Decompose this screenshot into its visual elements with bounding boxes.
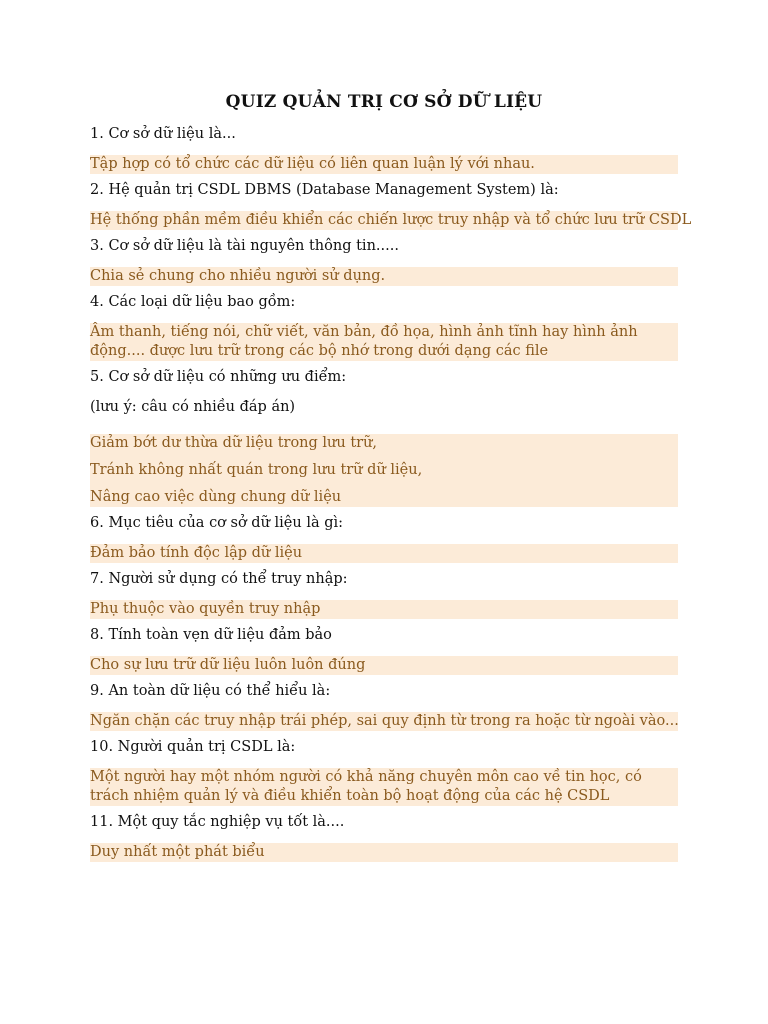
- question-2: [90, 178, 692, 230]
- answer-highlight: [90, 600, 678, 619]
- document-page: [90, 92, 692, 866]
- answer-highlight: [90, 434, 678, 507]
- answer-highlight: [90, 267, 678, 286]
- page-title: QUIZ QUẢN TRỊ CƠ SỞ DỮ LIỆU: [225, 92, 543, 112]
- answer-text: Tránh không nhất quán trong lưu trữ dữ liệu,: [90, 462, 423, 478]
- question-5: [90, 365, 678, 507]
- question-7: [90, 567, 678, 619]
- answer-highlight: [90, 768, 678, 806]
- answer-highlight: [90, 323, 678, 361]
- question-text: 1. Cơ sở dữ liệu là...: [90, 126, 236, 142]
- answer-text: Âm thanh, tiếng nói, chữ viết, văn bản, đồ họa, hình ảnh tĩnh hay hình ảnh động.... được lưu trữ trong các bộ nhớ trong dưới dạng các file: [90, 324, 638, 359]
- question-8: [90, 623, 678, 675]
- question-1: [90, 122, 678, 174]
- question-6: [90, 511, 678, 563]
- answer-highlight: [90, 656, 678, 675]
- answer-text: Hệ thống phần mềm điều khiển các chiến lược truy nhập và tổ chức lưu trữ CSDL: [90, 212, 692, 228]
- question-text: 7. Người sử dụng có thể truy nhập:: [90, 571, 348, 587]
- answer-text: Đảm bảo tính độc lập dữ liệu: [90, 545, 303, 561]
- answer-text: Duy nhất một phát biểu: [90, 844, 265, 860]
- question-4: [90, 290, 678, 361]
- question-text: 11. Một quy tắc nghiệp vụ tốt là....: [90, 814, 345, 830]
- question-text: 3. Cơ sở dữ liệu là tài nguyên thông tin.....: [90, 238, 399, 254]
- answer-highlight: [90, 544, 678, 563]
- answer-highlight: [90, 843, 678, 862]
- question-text: 9. An toàn dữ liệu có thể hiểu là:: [90, 683, 331, 699]
- question-3: [90, 234, 678, 286]
- answer-text: Giảm bớt dư thừa dữ liệu trong lưu trữ,: [90, 435, 378, 451]
- answer-text: Một người hay một nhóm người có khả năng chuyên môn cao về tin học, có trách nhiệm quản lý và điều khiển toàn bộ hoạt động của các hệ CSDL: [90, 769, 642, 804]
- question-9: [90, 679, 678, 731]
- question-text: 8. Tính toàn vẹn dữ liệu đảm bảo: [90, 627, 332, 643]
- question-note: (lưu ý: câu có nhiều đáp án): [90, 399, 296, 415]
- question-text: 10. Người quản trị CSDL là:: [90, 739, 296, 755]
- answer-text: Chia sẻ chung cho nhiều người sử dụng.: [90, 268, 386, 284]
- answer-text: Phụ thuộc vào quyền truy nhập: [90, 601, 321, 617]
- answer-text: Tập hợp có tổ chức các dữ liệu có liên quan luận lý với nhau.: [90, 156, 535, 172]
- question-10: [90, 735, 678, 806]
- answer-text: Ngăn chặn các truy nhập trái phép, sai quy định từ trong ra hoặc từ ngoài vào...: [90, 713, 679, 729]
- answer-highlight: [90, 155, 678, 174]
- question-11: [90, 810, 678, 862]
- question-text: 2. Hệ quản trị CSDL DBMS (Database Management System) là:: [90, 182, 559, 198]
- answer-text: Cho sự lưu trữ dữ liệu luôn luôn đúng: [90, 657, 366, 673]
- answer-text: Nâng cao việc dùng chung dữ liệu: [90, 489, 342, 505]
- answer-highlight: [90, 712, 678, 731]
- answer-highlight: [90, 211, 692, 230]
- question-text: 6. Mục tiêu của cơ sở dữ liệu là gì:: [90, 515, 344, 531]
- question-text: 5. Cơ sở dữ liệu có những ưu điểm:: [90, 369, 347, 385]
- question-text: 4. Các loại dữ liệu bao gồm:: [90, 294, 296, 310]
